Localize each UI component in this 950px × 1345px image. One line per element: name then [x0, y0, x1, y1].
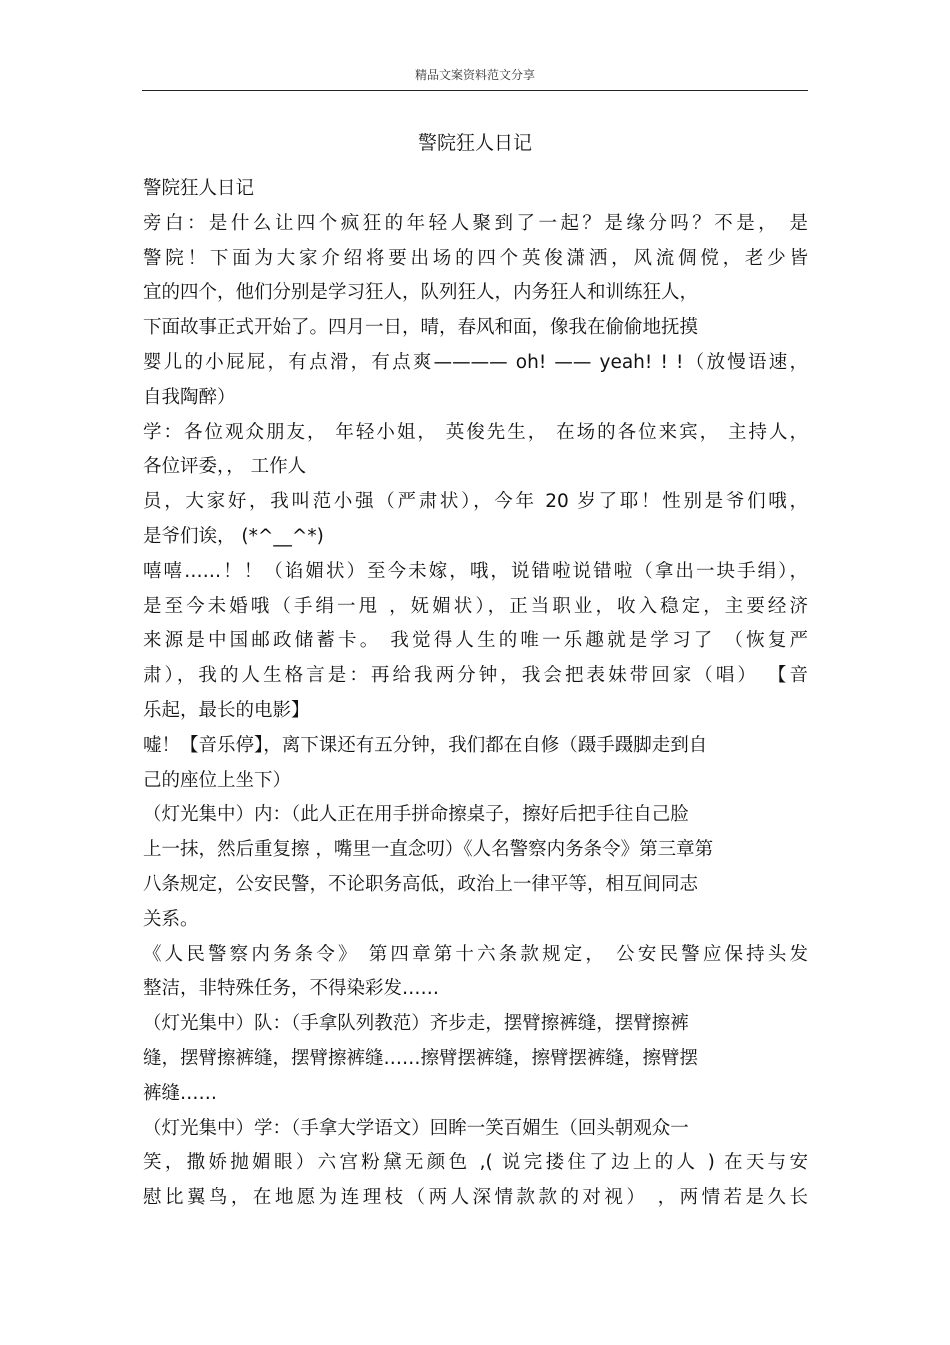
body-line: 警院！下面为大家介绍将要出场的四个英俊潇洒，风流倜傥，老少皆	[143, 247, 808, 269]
body-line: （灯光集中）内：（此人正在用手拼命擦桌子，擦好后把手往自己脸	[143, 804, 689, 826]
body-line: 肃），我的人生格言是：再给我两分钟，我会把表妹带回家（唱） 【音	[143, 665, 808, 687]
body-line: 是爷们诶， (*^__^*)	[143, 525, 324, 547]
body-line: 关系。	[143, 908, 199, 930]
body-line: 婴儿的小屁屁，有点滑，有点爽———— oh! —— yeah! ! !（放慢语速，	[143, 351, 808, 373]
page-header: 精品文案资料范文分享	[414, 68, 535, 82]
body-line: 八条规定，公安民警，不论职务高低，政治上一律平等，相互间同志	[143, 873, 699, 895]
document-title: 警院狂人日记	[417, 132, 532, 154]
body-line: 笑，撒娇抛媚眼）六宫粉黛无颜色 ,( 说完搂住了边上的人 ) 在天与安	[143, 1152, 808, 1174]
body-line: 嘘！【音乐停】，离下课还有五分钟，我们都在自修（蹑手蹑脚走到自	[143, 734, 708, 756]
body-line: 上一抹，然后重复擦 ，嘴里一直念叨）《人名警察内务条令》第三章第	[143, 839, 714, 861]
body-line: 缝，摆臂擦裤缝，摆臂擦裤缝……擦臂摆裤缝，擦臂摆裤缝，擦臂摆	[143, 1047, 699, 1069]
body-line: 下面故事正式开始了。四月一日，晴，春风和面，像我在偷偷地抚摸	[143, 317, 699, 339]
body-line: 裤缝……	[143, 1082, 218, 1104]
body-line: 乐起，最长的电影】	[143, 699, 310, 721]
body-line: 各位评委，， 工作人	[143, 456, 307, 478]
document-body	[143, 172, 808, 1216]
body-line: 己的座位上坐下）	[143, 769, 292, 791]
body-line: 来源是中国邮政储蓄卡。 我觉得人生的唯一乐趣就是学习了 （恢复严	[143, 630, 808, 652]
body-line: 嘻嘻……！！（谄媚状）至今未嫁，哦，说错啦说错啦（拿出一块手绢），	[143, 560, 808, 582]
body-line: 宜的四个，他们分别是学习狂人，队列狂人，内务狂人和训练狂人，	[143, 282, 699, 304]
body-line: 《人民警察内务条令》 第四章第十六条款规定， 公安民警应保持头发	[143, 943, 808, 965]
body-line: 是至今未婚哦（手绢一甩 ，妩媚状），正当职业，收入稳定，主要经济	[143, 595, 808, 617]
body-line: 旁白：是什么让四个疯狂的年轻人聚到了一起？是缘分吗？不是， 是	[143, 212, 808, 234]
body-line: 整洁，非特殊任务，不得染彩发……	[143, 978, 440, 1000]
body-line: 员，大家好，我叫范小强（严肃状），今年 20 岁了耶！性别是爷们哦，	[143, 491, 808, 513]
body-line: （灯光集中）队：（手拿队列教范）齐步走，摆臂擦裤缝，摆臂擦裤	[143, 1013, 689, 1035]
body-line: 警院狂人日记	[143, 178, 255, 199]
body-line: 学：各位观众朋友， 年轻小姐， 英俊先生， 在场的各位来宾， 主持人，	[143, 421, 808, 443]
body-line: 自我陶醉）	[143, 386, 236, 408]
body-line: （灯光集中）学：（手拿大学语文）回眸一笑百媚生（回头朝观众一	[143, 1117, 689, 1139]
body-line: 慰比翼鸟，在地愿为连理枝（两人深情款款的对视） ，两情若是久长	[143, 1187, 808, 1209]
header-divider	[142, 90, 808, 91]
